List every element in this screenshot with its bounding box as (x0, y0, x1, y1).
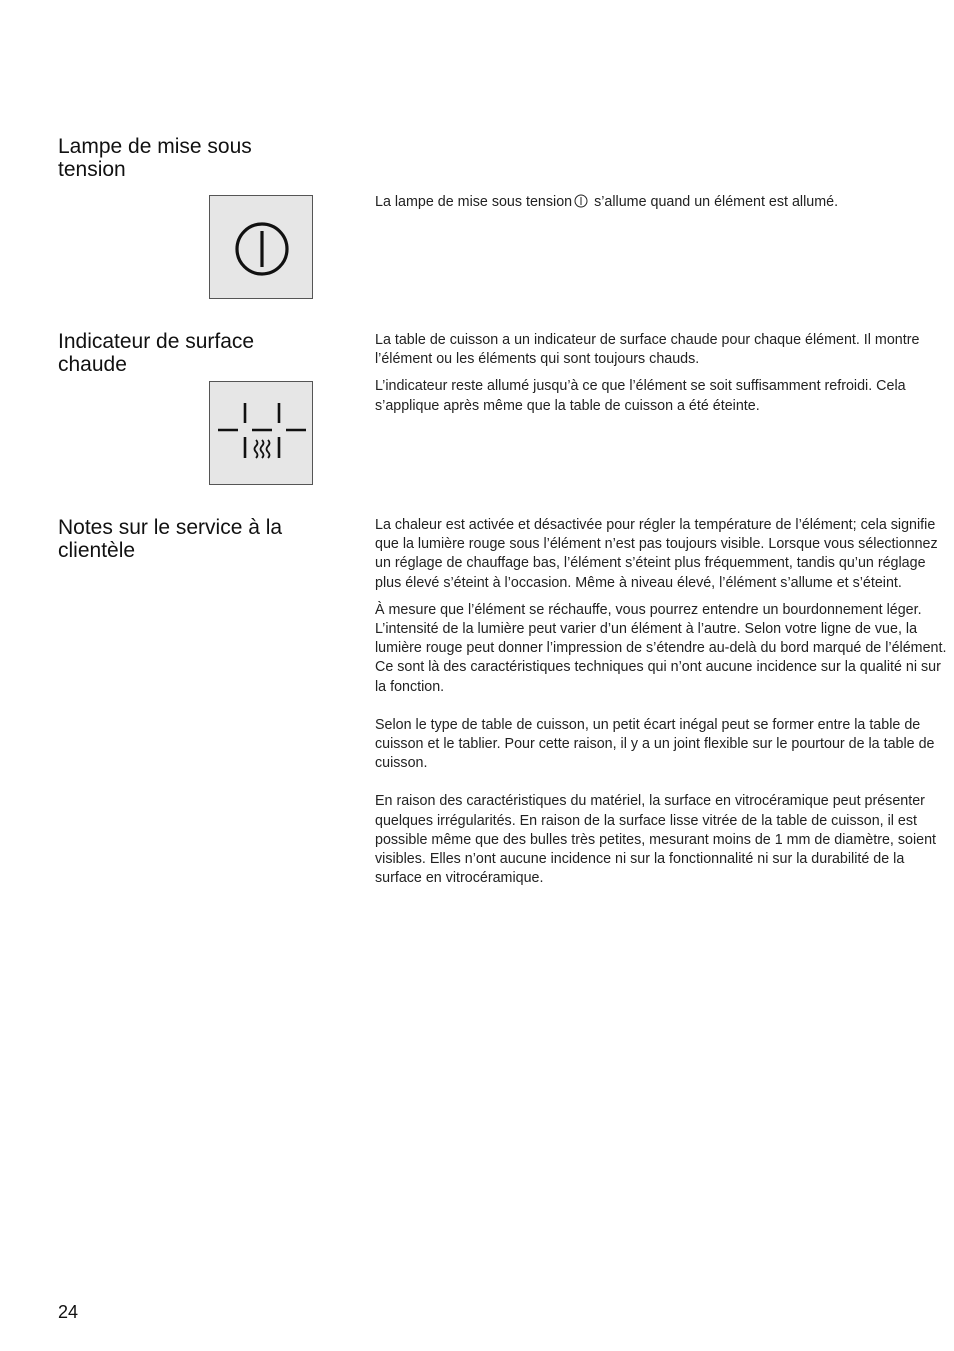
customer-service-heading: Notes sur le service à la clientèle (58, 516, 283, 562)
customer-service-paragraph: Selon le type de table de cuisson, un petit écart inégal peut se former entre la table de cuisson et le tablier. Pour cette raison, il y a un joint flexible sur le pourtour de la table de cuisson. (375, 716, 935, 772)
customer-service-paragraph: La chaleur est activée et désactivée pour régler la température de l’élément; cela signifie que la lumière rouge sous l’élément n’est pas toujours visible. Lorsque vous sélectionnez un réglage de chauffage bas, l’élément s’éteint plus fréquemment, tandis qu’un réglage plus élevé s’éteint à l’occasion. Même à niveau élevé, l’élément s’allume et s’éteint. (375, 517, 938, 591)
power-lamp-text-start: La lampe de mise sous tension (375, 194, 573, 210)
page-number: 24 (58, 1302, 79, 1322)
power-lamp-text-end: s’allume quand un élément est allumé. (594, 194, 839, 210)
hot-surface-indicator-icon (209, 381, 313, 485)
customer-service-description (375, 516, 953, 888)
power-inline-icon (574, 194, 588, 208)
customer-service-paragraph: Ce sont là des caractéristiques techniques qui n’ont aucune incidence sur la qualité ni sur la fonction. (375, 659, 941, 695)
power-lamp-heading: Lampe de mise sous tension (58, 135, 252, 181)
customer-service-paragraph: En raison des caractéristiques du matériel, la surface en vitrocéramique peut présenter quelques irrégularités. En raison de la surface lisse vitrée de la table de cuisson, il est possible même que des bulles très petites, mesurant moins de 1 mm de diamètre, soient visibles. Elles n’ont aucune incidence ni sur la fonctionnalité ni sur la durabilité de la surface en vitrocéramique. (375, 793, 937, 887)
customer-service-paragraph: L’intensité de la lumière peut varier d’un élément à l’autre. Selon votre ligne de vue, la lumière rouge peut donner l’impression de s’étendre au-delà du bord marqué de l’élément. (375, 621, 947, 657)
power-lamp-description (375, 193, 953, 212)
hot-surface-paragraph: La table de cuisson a un indicateur de surface chaude pour chaque élément. Il montre l’élément ou les éléments qui sont toujours chauds. (375, 332, 920, 368)
hot-surface-paragraph: L’indicateur reste allumé jusqu’à ce que l’élément se soit suffisamment refroidi. Cela s’applique après même que la table de cuisson a été éteinte. (375, 378, 906, 414)
customer-service-paragraph: À mesure que l’élément se réchauffe, vous pourrez entendre un bourdonnement léger. (375, 601, 922, 618)
hot-surface-description (375, 331, 953, 416)
power-icon (209, 195, 313, 299)
hot-surface-heading: Indicateur de surface chaude (58, 330, 255, 376)
